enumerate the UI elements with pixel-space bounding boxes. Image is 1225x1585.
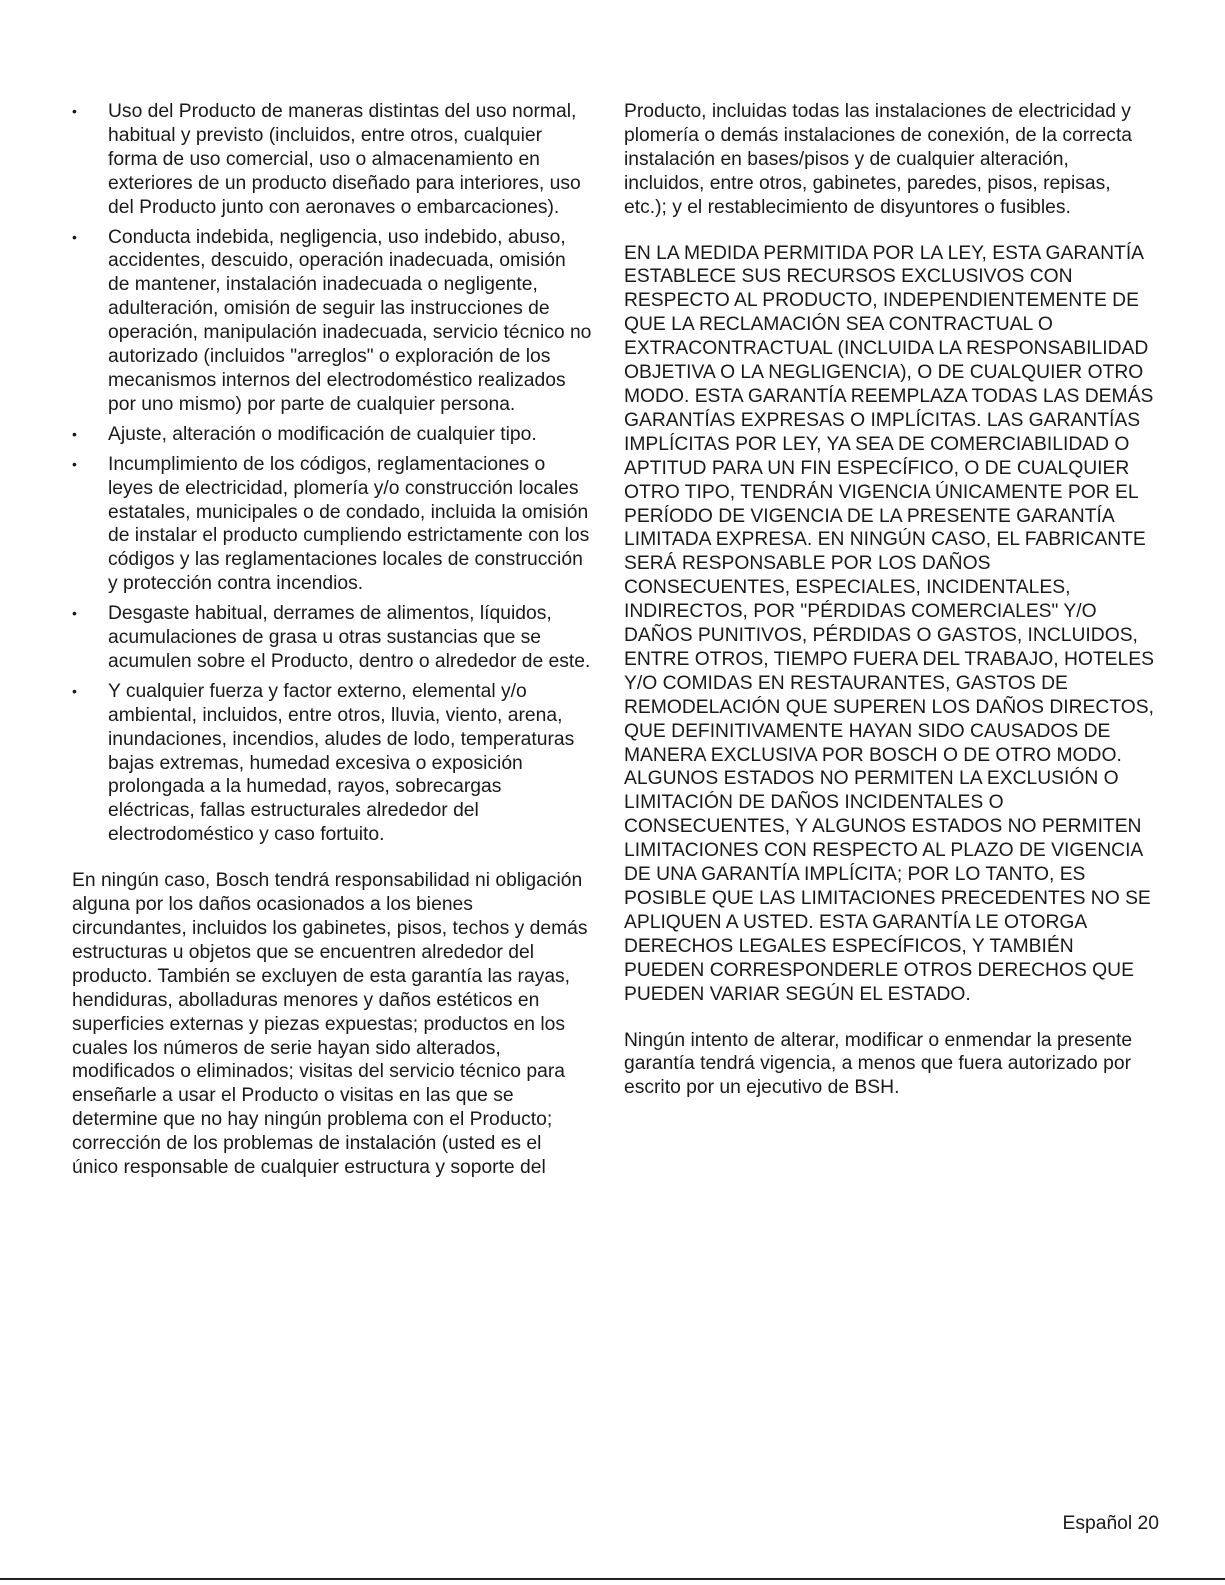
bottom-divider (0, 1578, 1225, 1580)
list-item: • Y cualquier fuerza y factor externo, elemental y/o ambiental, incluidos, entre otros, lluvia, viento, arena, inundaciones, incendios, aludes de lodo, temperaturas bajas extremas, humedad excesiva o exposición prolongada a la humedad, rayos, sobrecargas eléctricas, fallas estructurales alrededor del electrodoméstico y caso fortuito. (72, 680, 592, 847)
amendment-paragraph: Ningún intento de alterar, modificar o enmendar la presente garantía tendrá vigencia, a menos que fuera autorizado por escrito por un ejecutivo de BSH. (624, 1029, 1133, 1099)
list-item: • Uso del Producto de maneras distintas del uso normal, habitual y previsto (incluidos, entre otros, cualquier forma de uso comercial, uso o almacenamiento en exteriores de un producto diseñado para interiores, uso del Producto junto con aeronaves o embarcaciones). (72, 100, 592, 220)
list-item: • Conducta indebida, negligencia, uso indebido, abuso, accidentes, descuido, operación inadecuada, omisión de mantener, instalación inadecuada o negligente, adulteración, omisión de seguir las instrucciones de operación, manipulación inadecuada, servicio técnico no autorizado (incluidos "arreglos" o exploración de los mecanismos internos del electrodoméstico realizados por uno mismo) por parte de cualquier persona. (72, 226, 592, 417)
exclusions-list (72, 100, 592, 847)
right-column (624, 100, 1154, 1100)
list-item: • Ajuste, alteración o modificación de cualquier tipo. (72, 423, 592, 447)
page-number: Español 20 (1062, 1513, 1159, 1534)
list-item: • Incumplimiento de los códigos, reglamentaciones o leyes de electricidad, plomería y/o construcción locales estatales, municipales o de condado, incluida la omisión de instalar el producto cumpliendo estrictamente con los códigos y las reglamentaciones locales de construcción y protección contra incendios. (72, 453, 592, 596)
disclaimer-paragraph: EN LA MEDIDA PERMITIDA POR LA LEY, ESTA GARANTÍA ESTABLECE SUS RECURSOS EXCLUSIVOS CON RESPECTO AL PRODUCTO, INDEPENDIENTEMENTE DE QUE LA RECLAMACIÓN SEA CONTRACTUAL O EXTRACONTRACTUAL (INCLUIDA LA RESPONSABILIDAD OBJETIVA O LA NEGLIGENCIA), O DE CUALQUIER OTRO MODO. ESTA GARANTÍA REEMPLAZA TODAS LAS DEMÁS GARANTÍAS EXPRESAS O IMPLÍCITAS. LAS GARANTÍAS IMPLÍCITAS POR LEY, YA SEA DE COMERCIABILIDAD O APTITUD PARA UN FIN ESPECÍFICO, O DE CUALQUIER OTRO TIPO, TENDRÁN VIGENCIA ÚNICAMENTE POR EL PERÍODO DE VIGENCIA DE LA PRESENTE GARANTÍA LIMITADA EXPRESA. EN NINGÚN CASO, EL FABRICANTE SERÁ RESPONSABLE POR LOS DAÑOS CONSECUENTES, ESPECIALES, INCIDENTALES, INDIRECTOS, POR "PÉRDIDAS COMERCIALES" Y/O DAÑOS PUNITIVOS, PÉRDIDAS O GASTOS, INCLUIDOS, ENTRE OTROS, TIEMPO FUERA DEL TRABAJO, HOTELES Y/O COMIDAS EN RESTAURANTES, GASTOS DE REMODELACIÓN QUE SUPEREN LOS DAÑOS DIRECTOS, QUE DEFINITIVAMENTE HAYAN SIDO CAUSADOS DE MANERA EXCLUSIVA POR BOSCH O DE OTRO MODO. ALGUNOS ESTADOS NO PERMITEN LA EXCLUSIÓN O LIMITACIÓN DE DAÑOS INCIDENTALES O CONSECUENTES, Y ALGUNOS ESTADOS NO PERMITEN LIMITACIONES CON RESPECTO AL PLAZO DE VIGENCIA DE UNA GARANTÍA IMPLÍCITA; POR LO TANTO, ES POSIBLE QUE LAS LIMITACIONES PRECEDENTES NO SE APLIQUEN A USTED. ESTA GARANTÍA LE OTORGA DERECHOS LEGALES ESPECÍFICOS, Y TAMBIÉN PUEDEN CORRESPONDERLE OTROS DERECHOS QUE PUEDEN VARIAR SEGÚN EL ESTADO. (624, 242, 1154, 1005)
list-item: • Desgaste habitual, derrames de alimentos, líquidos, acumulaciones de grasa u otras sustancias que se acumulen sobre el Producto, dentro o alrededor de este. (72, 602, 592, 674)
left-column (72, 100, 592, 1180)
liability-paragraph: En ningún caso, Bosch tendrá responsabilidad ni obligación alguna por los daños ocasionados a los bienes circundantes, incluidos los gabinetes, pisos, techos y demás estructuras u objetos que se encuentren alrededor del producto. También se excluyen de esta garantía las rayas, hendiduras, abolladuras menores y daños estéticos en superficies externas y piezas expuestas; productos en los cuales los números de serie hayan sido alterados, modificados o eliminados; visitas del servicio técnico para enseñarle a usar el Producto o visitas en las que se determine que no hay ningún problema con el Producto; corrección de los problemas de instalación (usted es el único responsable de cualquier estructura y soporte del (72, 870, 588, 1179)
continuation-paragraph: Producto, incluidas todas las instalaciones de electricidad y plomería o demás instalaciones de conexión, de la correcta instalación en bases/pisos y de cualquier alteración, incluidos, entre otros, gabinetes, paredes, pisos, repisas, etc.); y el restablecimiento de disyuntores o fusibles. (624, 101, 1133, 218)
